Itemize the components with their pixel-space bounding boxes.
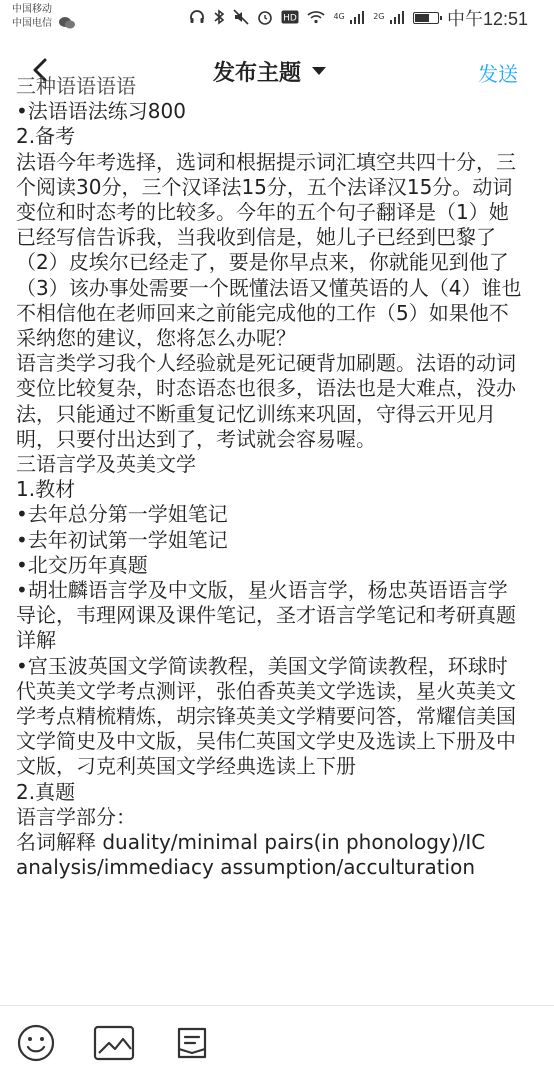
text-line: 2.备考 (16, 124, 76, 149)
text-line: 语言学部分： (16, 804, 136, 829)
image-button[interactable] (92, 1021, 136, 1065)
text-line: •去年初试第一学姐笔记 (16, 527, 228, 552)
status-icons (189, 5, 528, 31)
emoji-button[interactable] (14, 1021, 58, 1065)
text-paragraph: •宫玉波英国文学简读教程，美国文学简读教程，环球时代英美文学考点测评，张伯香英美文学选读，星火英美文学考点精梳精炼，胡宗锋英美文学精要问答，常耀信美国文学简史及中文版，吴伟仁英国文学史及选读上下册及中文版，刁克利英国文学经典选读上下册 (16, 653, 516, 779)
bottom-toolbar (0, 1005, 554, 1080)
image-icon (93, 1025, 135, 1061)
network-type-1: 4G (333, 11, 345, 21)
smiley-icon (16, 1023, 56, 1063)
text-line: 1.教材 (16, 477, 76, 502)
text-line: •北交历年真题 (16, 552, 148, 577)
text-line: •法语语法练习800 (16, 99, 186, 124)
carrier-info (12, 4, 76, 33)
network-type-2: 2G (373, 11, 385, 21)
headphone-icon (189, 9, 205, 28)
text-paragraph: 法语今年考选择，选词和根据提示词汇填空共四十分，三个阅读30分，三个汉译法15分，五个法译汉15分。动词变位和时态考的比较多。今年的五个句子翻译是（1）她已经写信告诉我，当我收到信是，她儿子已经到巴黎了（2）皮埃尔已经走了，要是你早点来，你就能见到他了（3）该办事处需要一个既懂法语又懂英语的人（4）谁也不相信他在老师回来之前能完成他的工作（5）如果他不采纳您的建议，您将怎么办呢？ (16, 149, 522, 351)
status-bar (0, 0, 540, 36)
wechat-icon (58, 16, 76, 33)
page-title: 发布主题 (212, 59, 301, 85)
hd-icon (281, 10, 299, 27)
carrier-1: 中国移动 (12, 3, 52, 15)
svg-text:HD: HD (283, 13, 298, 23)
text-paragraph: 名词解释 duality/minimal pairs(in phonology)/IC analysis/immediacy assumption/acculturation (16, 830, 486, 880)
bluetooth-icon (213, 9, 225, 28)
battery-icon (413, 12, 439, 24)
text-line: 三语言学及英美文学 (16, 452, 196, 477)
alarm-icon (257, 9, 273, 28)
status-time: 中午12:51 (446, 9, 528, 29)
draft-button[interactable] (170, 1021, 214, 1065)
text-line: 2.真题 (16, 779, 76, 804)
cut-off-line: 三种语语语语 (16, 74, 136, 98)
draft-icon (173, 1023, 211, 1063)
signal-icon-2 (373, 10, 405, 27)
text-paragraph: •胡壮麟语言学及中文版，星火语言学，杨忠英语语言学导论，韦理网课及课件笔记，圣才语言学笔记和考研真题详解 (16, 578, 516, 653)
text-line: •去年总分第一学姐笔记 (16, 502, 228, 527)
carrier-2: 中国电信 (12, 18, 52, 29)
wifi-icon (307, 10, 325, 27)
mute-icon (233, 9, 249, 28)
text-paragraph: 语言类学习我个人经验就是死记硬背加刷题。法语的动词变位比较复杂，时态语态也很多，语法也是大难点，没办法，只能通过不断重复记忆训练来巩固，守得云开见月明，只要付出达到了，考试就会容易喔。 (16, 351, 516, 451)
send-button[interactable]: 发送 (478, 64, 518, 86)
signal-icon-1 (333, 10, 365, 27)
